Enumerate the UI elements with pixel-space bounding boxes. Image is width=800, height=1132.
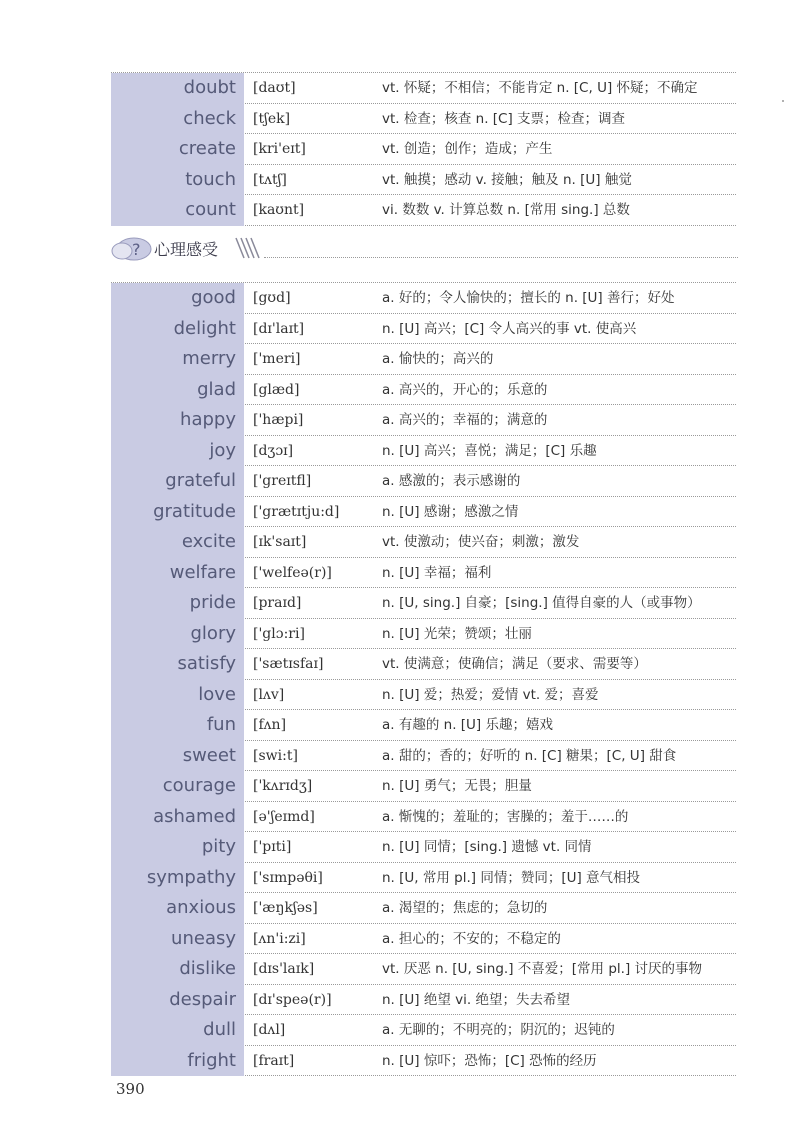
vocab-definition: n. [U] 幸福；福利: [382, 564, 492, 581]
vocab-definition: a. 无聊的；不明亮的；阴沉的；迟钝的: [382, 1022, 615, 1038]
vocab-row: [111, 832, 736, 863]
vocab-row: [111, 72, 736, 104]
vocab-word: happy: [111, 405, 244, 436]
vocab-word: sympathy: [111, 863, 244, 894]
vocab-row: [111, 344, 736, 375]
vocab-word: create: [111, 134, 244, 165]
vocab-phonetic: [ə'ʃeɪmd]: [253, 808, 315, 825]
vocab-row: [111, 282, 736, 314]
vocab-word: good: [111, 283, 244, 314]
vocab-definition: n. [U] 感谢；感激之情: [382, 503, 519, 520]
vocab-phonetic: [praɪd]: [253, 595, 302, 611]
section-header: [108, 231, 738, 267]
vocab-word: despair: [111, 985, 244, 1016]
vocab-definition: n. [U] 同情；[sing.] 遗憾 vt. 同情: [382, 839, 592, 855]
vocab-row: [111, 104, 736, 135]
vocab-row: [111, 314, 736, 345]
vocab-word: gratitude: [111, 497, 244, 528]
page-number: 390: [116, 1080, 145, 1098]
vocab-definition: a. 惭愧的；羞耻的；害臊的；羞于……的: [382, 808, 629, 825]
vocab-row: [111, 405, 736, 436]
vocab-word: count: [111, 195, 244, 226]
vocab-phonetic: [dɪ'laɪt]: [253, 320, 305, 337]
vocab-phonetic: [swi:t]: [253, 747, 298, 764]
vocab-phonetic: ['welfeə(r)]: [253, 564, 332, 581]
vocab-row: [111, 1015, 736, 1046]
vocab-definition: vi. 数数 v. 计算总数 n. [常用 sing.] 总数: [382, 202, 630, 218]
vocab-phonetic: [dɪs'laɪk]: [253, 961, 315, 977]
vocab-phonetic: [lʌv]: [253, 686, 285, 703]
vocab-row: [111, 710, 736, 741]
vocab-word: excite: [111, 527, 244, 558]
vocab-definition: vt. 厌恶 n. [U, sing.] 不喜爱；[常用 pl.] 讨厌的事物: [382, 961, 703, 977]
vocab-row: [111, 680, 736, 711]
speech-bubbles-icon: [108, 235, 152, 267]
vocab-definition: a. 渴望的；焦虑的；急切的: [382, 900, 548, 916]
vocab-row: [111, 893, 736, 924]
vocab-phonetic: ['pɪti]: [253, 839, 292, 855]
vocab-phonetic: ['glɔ:ri]: [253, 625, 305, 642]
vocab-word: doubt: [111, 73, 244, 104]
vocab-phonetic: ['sɪmpəθi]: [253, 869, 323, 886]
vocab-definition: a. 感激的；表示感谢的: [382, 473, 521, 489]
vocab-definition: n. [U] 绝望 vi. 绝望；失去希望: [382, 991, 570, 1008]
vocab-definition: a. 甜的；香的；好听的 n. [C] 糖果；[C, U] 甜食: [382, 747, 677, 764]
vocab-row: [111, 375, 736, 406]
vocab-definition: vt. 使满意；使确信；满足（要求、需要等）: [382, 656, 647, 672]
vocab-word: merry: [111, 344, 244, 375]
vocab-word: delight: [111, 314, 244, 345]
vocab-definition: n. [U] 高兴；喜悦；满足；[C] 乐趣: [382, 442, 597, 459]
vocab-definition: vt. 怀疑；不相信；不能肯定 n. [C, U] 怀疑；不确定: [382, 80, 698, 96]
vocab-definition: n. [U] 光荣；赞颂；壮丽: [382, 625, 532, 642]
vocab-word: glory: [111, 619, 244, 650]
vocab-phonetic: ['sætɪsfaɪ]: [253, 656, 324, 672]
vocab-definition: n. [U] 高兴；[C] 令人高兴的事 vt. 使高兴: [382, 320, 637, 337]
vocab-word: ashamed: [111, 802, 244, 833]
vocab-row: [111, 985, 736, 1016]
vocab-phonetic: [dʌl]: [253, 1022, 286, 1038]
vocab-phonetic: [ɪk'saɪt]: [253, 534, 307, 550]
vocab-row: [111, 436, 736, 467]
vocab-word: joy: [111, 436, 244, 467]
vocab-row: [111, 863, 736, 894]
vocab-definition: vt. 创造；创作；造成；产生: [382, 141, 553, 157]
vocab-phonetic: [glæd]: [253, 381, 300, 398]
vocab-word: grateful: [111, 466, 244, 497]
vocab-definition: a. 担心的；不安的；不稳定的: [382, 930, 561, 947]
vocab-definition: n. [U, sing.] 自豪；[sing.] 值得自豪的人（或事物）: [382, 595, 701, 611]
vocab-definition: n. [U] 爱；热爱；爱情 vt. 爱；喜爱: [382, 686, 599, 703]
vocab-row: [111, 619, 736, 650]
edge-mark: [782, 100, 784, 102]
vocab-word: love: [111, 680, 244, 711]
vocab-phonetic: [daʊt]: [253, 80, 296, 96]
vocab-definition: n. [U] 勇气；无畏；胆量: [382, 778, 532, 794]
vocab-definition: vt. 触摸；感动 v. 接触；触及 n. [U] 触觉: [382, 171, 632, 188]
section-title: 心理感受: [154, 240, 219, 259]
vocab-phonetic: ['hæpi]: [253, 412, 304, 428]
vocab-word: anxious: [111, 893, 244, 924]
vocab-row: [111, 954, 736, 985]
vocab-word: satisfy: [111, 649, 244, 680]
vocab-phonetic: [fraɪt]: [253, 1052, 295, 1069]
vocab-table-top: [111, 72, 736, 226]
vocab-word: dull: [111, 1015, 244, 1046]
vocab-phonetic: [tʃek]: [253, 110, 291, 127]
vocab-word: fright: [111, 1046, 244, 1077]
vocab-word: glad: [111, 375, 244, 406]
vocab-word: sweet: [111, 741, 244, 772]
vocab-table-main: [111, 282, 736, 1076]
vocab-phonetic: [fʌn]: [253, 717, 287, 733]
vocab-row: [111, 497, 736, 528]
vocab-row: [111, 165, 736, 196]
vocab-phonetic: ['kʌrɪdʒ]: [253, 778, 313, 794]
vocab-definition: n. [U, 常用 pl.] 同情；赞同；[U] 意气相投: [382, 869, 641, 886]
vocab-row: [111, 924, 736, 955]
vocab-definition: a. 有趣的 n. [U] 乐趣；嬉戏: [382, 717, 553, 733]
vocab-row: [111, 558, 736, 589]
vocab-phonetic: ['greɪtfl]: [253, 473, 312, 489]
vocab-row: [111, 741, 736, 772]
vocab-row: [111, 527, 736, 558]
vocab-phonetic: [dʒɔɪ]: [253, 442, 294, 459]
vocab-definition: vt. 使激动；使兴奋；刺激；激发: [382, 534, 580, 550]
vocab-row: [111, 649, 736, 680]
vocab-word: courage: [111, 771, 244, 802]
svg-text:?: ?: [132, 240, 141, 259]
vocab-row: [111, 195, 736, 226]
vocab-row: [111, 1046, 736, 1077]
vocab-word: uneasy: [111, 924, 244, 955]
vocab-word: dislike: [111, 954, 244, 985]
vocab-phonetic: ['meri]: [253, 351, 301, 367]
vocab-row: [111, 466, 736, 497]
vocab-definition: a. 愉快的；高兴的: [382, 351, 494, 367]
vocab-word: pity: [111, 832, 244, 863]
vocab-row: [111, 802, 736, 833]
vocab-phonetic: [dɪ'speə(r)]: [253, 991, 332, 1008]
decorative-stripes: [234, 237, 264, 263]
vocab-phonetic: [kaʊnt]: [253, 202, 305, 218]
vocab-phonetic: [ʌn'i:zi]: [253, 930, 306, 947]
vocab-definition: a. 高兴的；幸福的；满意的: [382, 412, 548, 428]
vocab-definition: n. [U] 惊吓；恐怖；[C] 恐怖的经历: [382, 1052, 597, 1069]
vocab-phonetic: [tʌtʃ]: [253, 171, 287, 188]
vocab-row: [111, 588, 736, 619]
vocab-row: [111, 771, 736, 802]
vocab-row: [111, 134, 736, 165]
vocab-word: welfare: [111, 558, 244, 589]
vocab-word: check: [111, 104, 244, 135]
vocab-phonetic: [kri'eɪt]: [253, 141, 306, 157]
vocab-phonetic: ['æŋkʃəs]: [253, 900, 318, 916]
vocab-phonetic: ['grætɪtju:d]: [253, 503, 340, 520]
section-divider: [264, 257, 738, 258]
vocab-word: touch: [111, 165, 244, 196]
vocab-word: pride: [111, 588, 244, 619]
vocab-word: fun: [111, 710, 244, 741]
vocab-definition: a. 高兴的，开心的；乐意的: [382, 381, 548, 398]
vocab-definition: vt. 检查；核查 n. [C] 支票；检查；调查: [382, 110, 626, 127]
vocab-definition: a. 好的；令人愉快的；擅长的 n. [U] 善行；好处: [382, 290, 675, 306]
vocab-phonetic: [gʊd]: [253, 290, 291, 306]
